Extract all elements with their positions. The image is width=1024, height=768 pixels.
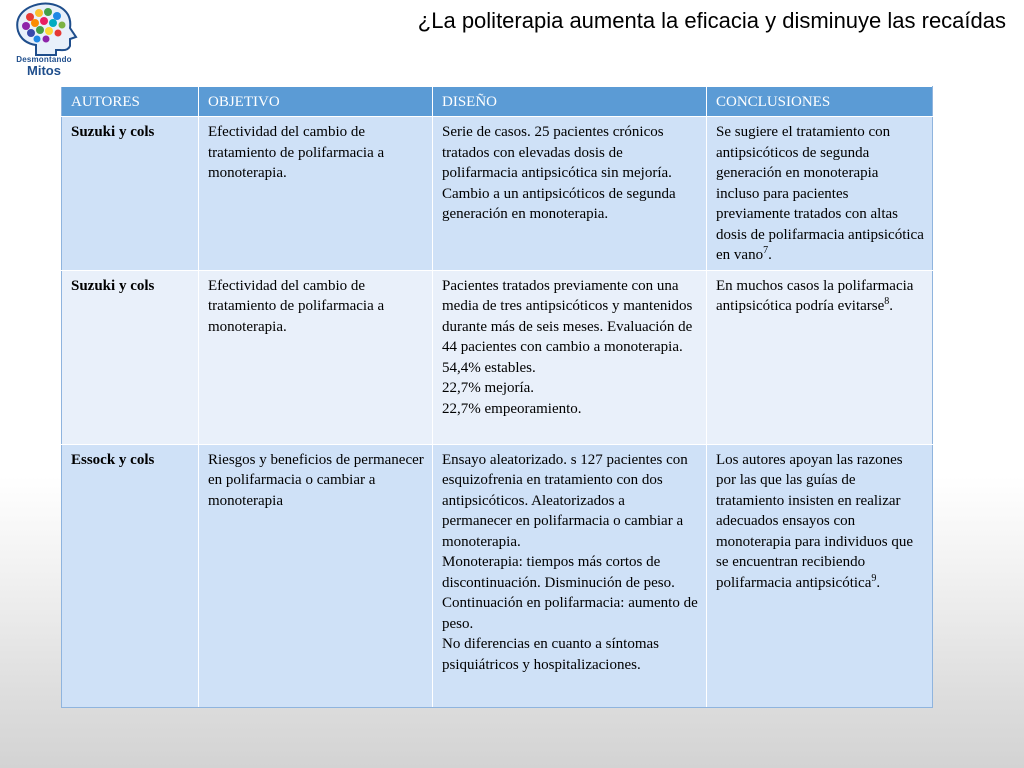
table-row xyxy=(62,270,933,444)
conclusion-end: . xyxy=(768,247,772,263)
cell-author: Suzuki y cols xyxy=(62,270,199,444)
reference-number: 8 xyxy=(884,296,890,307)
conclusion-end: . xyxy=(889,298,894,314)
conclusion-end: . xyxy=(876,574,881,591)
cell-conclusion xyxy=(707,270,933,444)
design-line: 22,7% empeoramiento. xyxy=(442,400,582,417)
cell-conclusion xyxy=(707,117,933,271)
cell-design xyxy=(433,270,707,444)
table-row xyxy=(62,444,933,707)
conclusion-text: En muchos casos la polifarmacia antipsicótica podría evitarse xyxy=(716,277,914,314)
cell-design: Serie de casos. 25 pacientes crónicos tratados con elevadas dosis de polifarmacia antipsicótica sin mejoría. Cambio a un antipsicóticos de segunda generación en monoterapia. xyxy=(433,117,707,271)
cell-conclusion xyxy=(707,444,933,707)
header-objetivo: OBJETIVO xyxy=(199,87,433,117)
brain-head-logo-icon xyxy=(6,1,82,57)
logo-text-bottom: Mitos xyxy=(27,63,61,78)
design-line: Pacientes tratados previamente con una media de tres antipsicóticos y mantenidos durante más de seis meses. Evaluación de 44 pacientes con cambio a monoterapia. xyxy=(442,277,693,355)
conclusion-text: Se sugiere el tratamiento con antipsicóticos de segunda generación en monoterapia incluso para pacientes previamente tratados con altas dosis de polifarmacia antipsicótica en vano xyxy=(716,124,924,263)
cell-author: Suzuki y cols xyxy=(62,117,199,271)
logo-text-top: Desmontando xyxy=(16,55,72,64)
slide-title: ¿La politerapia aumenta la eficacia y disminuye las recaídas xyxy=(417,8,1006,33)
design-line: No diferencias en cuanto a síntomas psiquiátricos y hospitalizaciones. xyxy=(442,636,660,673)
cell-objective: Riesgos y beneficios de permanecer en polifarmacia o cambiar a monoterapia xyxy=(199,444,433,707)
table-row xyxy=(62,117,933,271)
design-line: Ensayo aleatorizado. s 127 pacientes con esquizofrenia en tratamiento con dos antipsicóticos. Aleatorizados a permanecer en polifarmacia o cambiar a monoterapia. xyxy=(442,451,688,550)
header-diseno: DISEÑO xyxy=(433,87,707,117)
header-autores: AUTORES xyxy=(62,87,199,117)
logo xyxy=(0,0,88,80)
reference-number: 7 xyxy=(763,245,769,256)
reference-number: 9 xyxy=(871,572,877,584)
conclusion-text: Los autores apoyan las razones por las que las guías de tratamiento insisten en realizar adecuados ensayos con monoterapia para individuos que se encuentran recibiendo polifarmacia antipsicótica xyxy=(716,451,914,591)
cell-design xyxy=(433,444,707,707)
studies-table xyxy=(61,86,933,708)
design-line: Monoterapia: tiempos más cortos de discontinuación. Disminución de peso. Continuación en polifarmacia: aumento de peso. xyxy=(442,554,698,632)
table-header-row xyxy=(62,87,933,117)
design-line: 22,7% mejoría. xyxy=(442,380,535,396)
cell-author: Essock y cols xyxy=(62,444,199,707)
cell-objective: Efectividad del cambio de tratamiento de polifarmacia a monoterapia. xyxy=(199,117,433,271)
cell-objective: Efectividad del cambio de tratamiento de polifarmacia a monoterapia. xyxy=(199,270,433,444)
header-conclusiones: CONCLUSIONES xyxy=(707,87,933,117)
design-line: 54,4% estables. xyxy=(442,359,536,376)
